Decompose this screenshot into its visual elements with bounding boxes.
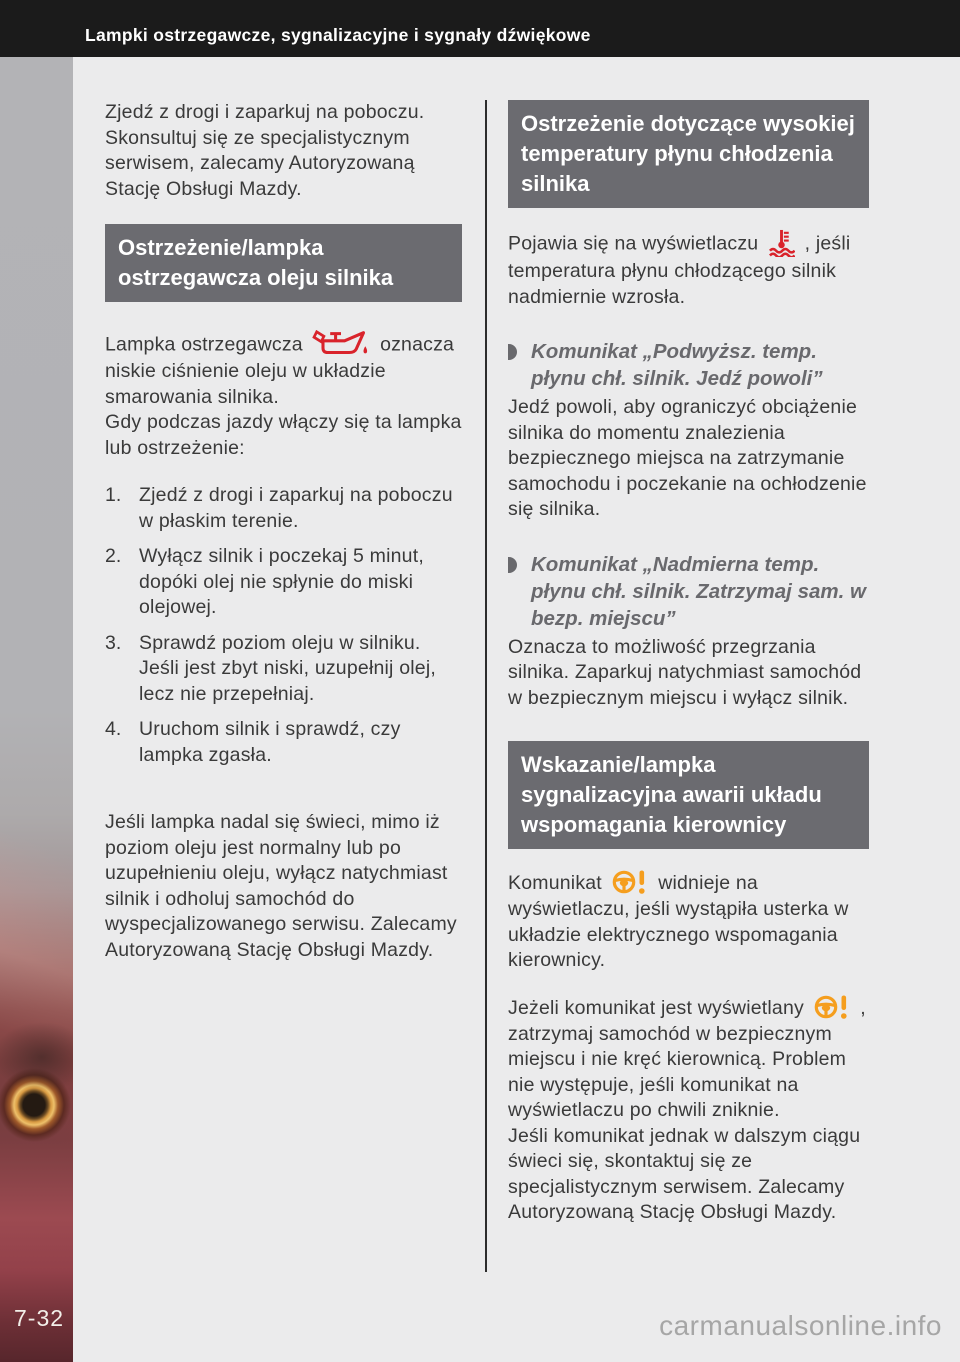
step-number: 2. [105, 545, 122, 567]
step-text: Wyłącz silnik i poczekaj 5 minut, dopóki olej nie spłynie do miski olejowej. [139, 545, 424, 618]
chapter-header-bar [0, 0, 960, 57]
steering-post-text: widnieje na wyświetlaczu, jeśli wystąpiła usterka w układzie elektrycznego wspomagania kierownicy. [508, 872, 849, 971]
message-title-text: Komunikat „Nadmierna temp. płynu chł. silnik. Zatrzymaj sam. w bezp. miejscu” [531, 552, 866, 630]
section-heading-oil: Ostrzeżenie/lampka ostrzegawcza oleju silnika [105, 224, 462, 302]
half-circle-bullet-icon [508, 557, 517, 573]
car-photo-sidebar [0, 57, 73, 1362]
page-number: 7-32 [14, 1305, 65, 1331]
list-item [105, 631, 462, 708]
power-steering-warning-icon [814, 994, 851, 1020]
message-body-stop-car: Oznacza to możliwość przegrzania silnika. Zaparkuj natychmiast samochód w bezpiecznym miejscu i wyłącz silnik. [508, 635, 862, 709]
message-heading-stop-car [508, 551, 869, 632]
coolant-warning-paragraph [508, 230, 869, 310]
chapter-title: Lampki ostrzegawcze, sygnalizacyjne i sygnały dźwiękowe [85, 25, 591, 45]
left-column [105, 100, 462, 963]
message-body-slow-down: Jedź powoli, aby ograniczyć obciążenie silnika do momentu znalezienia bezpiecznego miejsca na zatrzymanie samochodu i poczekanie na ochłodzenie się silnika. [508, 396, 867, 520]
coolant-temperature-warning-icon [768, 228, 795, 257]
step-number: 1. [105, 484, 122, 506]
message-heading-slow-down [508, 338, 869, 392]
oil-pressure-warning-icon [312, 330, 370, 357]
right-column [508, 100, 869, 1226]
step-text: Zjedź z drogi i zaparkuj na poboczu w płaskim terenie. [139, 484, 453, 532]
message-title-text: Komunikat „Podwyższ. temp. płynu chł. silnik. Jedź powoli” [531, 340, 823, 390]
outro-paragraph: Jeśli lampka nadal się świeci, mimo iż poziom oleju jest normalny lub po uzupełnieniu oleju, wyłącz natychmiast silnik i odholuj samochód do wyspecjalizowanego serwisu. Zalecamy Autoryzowaną Stację Obsługi Mazdy. [105, 811, 457, 961]
oil-warning-pre-text: Lampka ostrzegawcza [105, 333, 303, 356]
oil-warning-steps [105, 483, 462, 768]
coolant-post-text: , jeśli temperatura płynu chłodzącego silnik nadmiernie wzrosła. [508, 232, 851, 308]
section-heading-power-steering: Wskazanie/lampka sygnalizacyjna awarii układu wspomagania kierownicy [508, 741, 869, 849]
oil-warning-paragraph [105, 332, 462, 410]
intro-paragraph: Zjedź z drogi i zaparkuj na poboczu. Skonsultuj się ze specjalistycznym serwisem, zalecamy Autoryzowaną Stację Obsługi Mazdy. [105, 101, 425, 200]
steering-warning-paragraph-1 [508, 871, 869, 974]
steering2-post-text: , zatrzymaj samochód w bezpiecznym miejscu i nie kręć kierownicą. Problem nie występuje, jeśli komunikat na wyświetlaczu po chwili zniknie. [508, 996, 866, 1121]
steering-warning-paragraph-2 [508, 996, 869, 1124]
column-divider [485, 100, 487, 1272]
power-steering-warning-icon [612, 869, 649, 895]
step-text: Uruchom silnik i sprawdź, czy lampka zgasła. [139, 718, 401, 766]
steering-warning-paragraph-3: Jeśli komunikat jednak w dalszym ciągu świeci się, skontaktuj się ze specjalistycznym serwisem. Zalecamy Autoryzowaną Stację Obsługi Mazdy. [508, 1124, 861, 1223]
list-item [105, 544, 462, 621]
step-number: 3. [105, 631, 122, 654]
section-heading-coolant-temp: Ostrzeżenie dotyczące wysokiej temperatury płynu chłodzenia silnika [508, 100, 869, 208]
coolant-pre-text: Pojawia się na wyświetlaczu [508, 232, 759, 255]
steering-pre-text: Komunikat [508, 872, 602, 895]
half-circle-bullet-icon [508, 344, 517, 360]
watermark: carmanualsonline.info [659, 1310, 942, 1341]
steering2-pre-text: Jeżeli komunikat jest wyświetlany [508, 996, 804, 1019]
oil-warning-line2: Gdy podczas jazdy włączy się ta lampka lub ostrzeżenie: [105, 411, 462, 459]
list-item [105, 717, 462, 768]
step-number: 4. [105, 718, 122, 740]
oil-warning-post-text: oznacza niskie ciśnienie oleju w układzie smarowania silnika. [105, 333, 455, 408]
list-item [105, 483, 462, 534]
step-text: Sprawdź poziom oleju w silniku. Jeśli jest zbyt niski, uzupełnij olej, lecz nie przepełniaj. [139, 631, 436, 705]
